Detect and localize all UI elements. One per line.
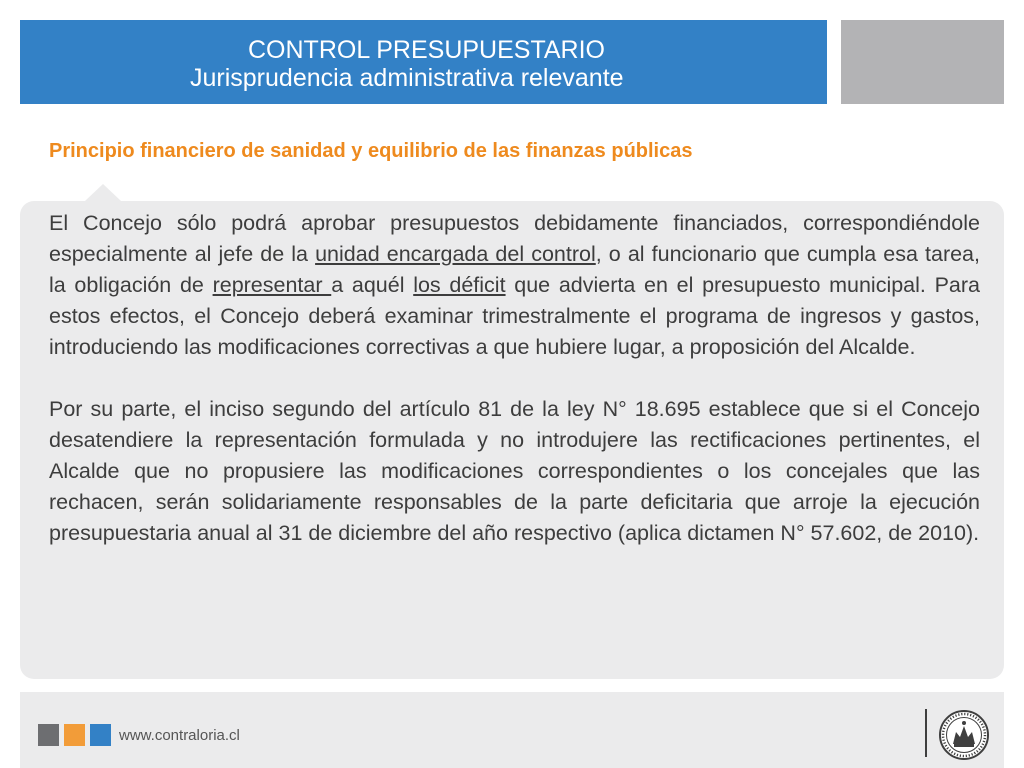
paragraph-1	[49, 208, 980, 363]
footer-square-gray	[38, 724, 59, 746]
paragraph-1-part-2: , o al funcionario que cumpla esa tarea, la obligación de	[49, 242, 980, 297]
paragraph-2: Por su parte, el inciso segundo del artículo 81 de la ley N° 18.695 establece que si el Concejo desatendiere la representación formulada y no introdujere las rectificaciones pertinentes, el Alcalde que no propusiere las modificaciones correspondientes o los concejales que las rechacen, serán solidariamente responsables de la parte deficitaria que arroje la ejecución presupuestaria anual al 31 de diciembre del año respectivo (aplica dictamen N° 57.602, de 2010).	[49, 397, 980, 545]
link-los-deficit[interactable]: los déficit	[413, 273, 506, 297]
page-subtitle: Jurisprudencia administrativa relevante	[190, 64, 624, 92]
section-heading: Principio financiero de sanidad y equilibrio de las finanzas públicas	[49, 140, 693, 162]
header-accent-block	[841, 20, 1004, 104]
body-text	[49, 208, 980, 549]
footer-square-blue	[90, 724, 111, 746]
link-representar[interactable]: representar	[212, 273, 332, 297]
footer-url-link[interactable]: www.contraloria.cl	[119, 727, 240, 744]
page-title: CONTROL PRESUPUESTARIO	[248, 36, 605, 64]
footer-square-orange	[64, 724, 85, 746]
header-bar	[20, 20, 827, 104]
panel-pointer	[85, 184, 121, 201]
paragraph-1-part-3: a aquél	[331, 273, 414, 297]
paragraph-1-part-1: El Concejo sólo podrá aprobar presupuestos debidamente financiados, correspondiéndole especialmente al jefe de la	[49, 211, 980, 266]
link-unidad-encargada[interactable]: unidad encargada del control	[315, 242, 596, 266]
paragraph-1-part-4: que advierta en el presupuesto municipal. Para estos efectos, el Concejo deberá examinar trimestralmente el programa de ingresos y gastos, introduciendo las modificaciones correctivas a que hubiere lugar, a proposición del Alcalde.	[49, 273, 981, 359]
footer-divider	[925, 709, 927, 757]
contraloria-seal-icon	[938, 709, 990, 761]
